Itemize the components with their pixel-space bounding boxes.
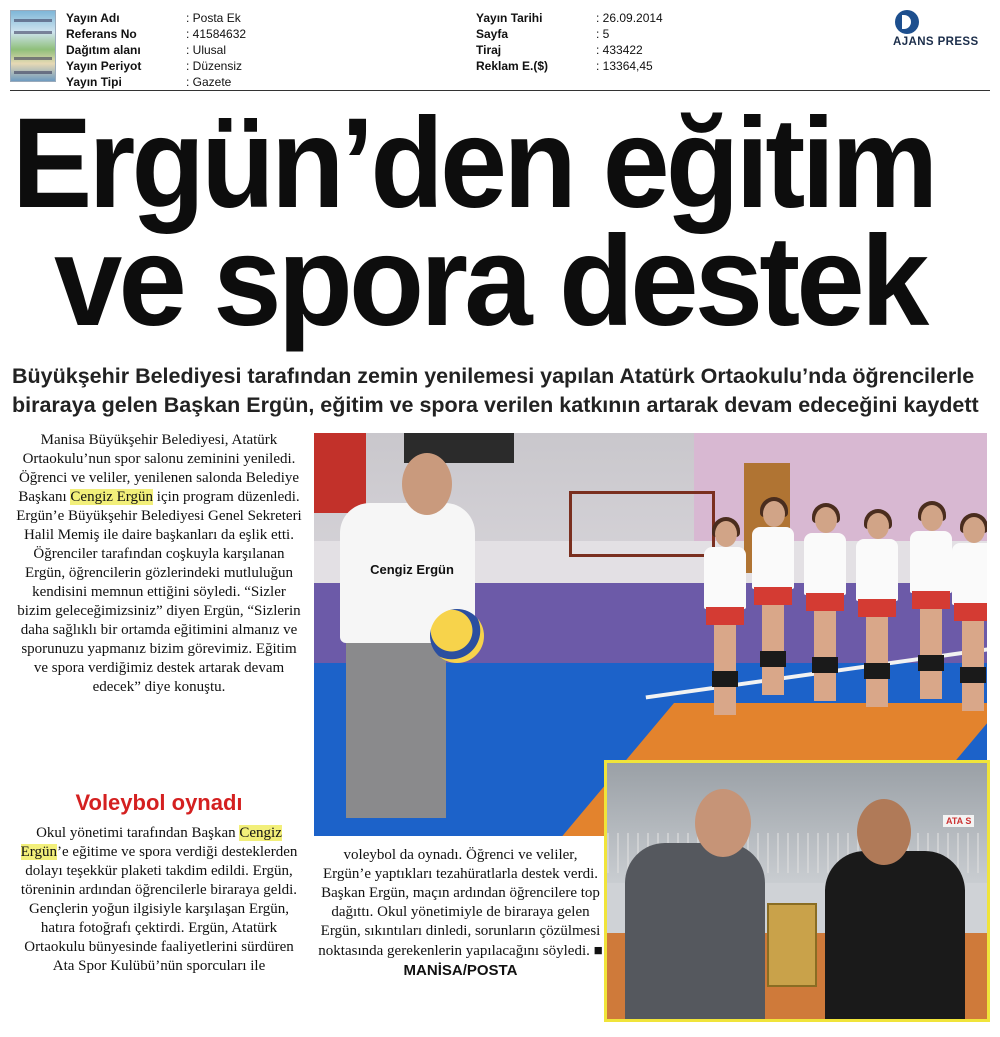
plaque-award [767,903,817,987]
article-column-1 [14,431,304,697]
meta-key: Yayın Adı [66,11,120,25]
head [857,799,911,865]
meta-value: : 13364,45 [596,59,653,73]
ajans-press-logo [893,10,993,48]
meta-value: : Gazete [186,75,232,89]
logo-text: AJANS PRESS [893,36,979,48]
article-column-2 [318,846,603,981]
headline-line-1: Ergün’den eğitim [12,92,935,235]
publication-meta-right [476,10,663,74]
meta-value: : 5 [596,27,610,41]
inset-photo [604,760,990,1022]
meta-key: Yayın Tipi [66,75,122,89]
header-divider [10,90,990,91]
meta-key: Tiraj [476,43,502,57]
meta-value: : 41584632 [186,27,247,41]
highlighted-name: Cengiz Ergün [20,825,282,860]
article-text: Okul yönetimi tarafından Başkan [36,825,240,841]
headline-line-2: ve spora destek [54,210,926,353]
article-text: ’e eğitime ve spora verdiği desteklerden dolayı teşekkür plaketi takdim edildi. Ergün, töreninin ardından öğrencilerle biraraya geldi. Gençlerin yoğun ilgisiyle karşılaşan Ergün, hatıra fotoğrafı çektirdi. Ergün, Atatürk Ortaokulu bünyesinde faaliyetlerini sürdüren Ata Spor Kulübü’nün sporcuları ile [20,844,298,974]
meta-value: : Ulusal [186,43,227,57]
meta-value: : 433422 [596,43,643,57]
man-in-suit [625,843,765,1022]
byline: ■ MANİSA/POSTA [403,942,603,979]
subheading: Voleybol oynadı [75,790,243,815]
meta-value: : Posta Ek [186,11,241,25]
head [402,453,452,515]
club-sign: ATA S [943,815,974,827]
newspaper-thumbnail [10,10,56,82]
meta-value: : Düzensiz [186,59,243,73]
volleyball-icon [430,609,484,663]
article-text: Manisa Büyükşehir Belediyesi, Atatürk Ortaokulu’nun spor salonu zeminini yeniledi. Öğrenci ve veliler, yenilenen salonda Belediye Başkanı [18,432,300,505]
meta-key: Dağıtım alanı [66,43,141,57]
meta-value: : 26.09.2014 [596,11,663,25]
logo-icon [895,10,919,34]
man-with-ball [322,433,492,836]
article-column-1-continued [14,824,304,976]
man-in-black-tshirt [825,851,965,1021]
table-tennis-frame [569,491,715,557]
deck-line-2: biraraya gelen Başkan Ergün, eğitim ve spora verilen katkının artarak devam edeceğini kaydett [12,393,979,417]
article-text: voleybol da oynadı. Öğrenci ve veliler, Ergün’e yaptıkları tezahüratlarla destek verdi. Başkan Ergün, maçın ardından öğrencilere top dağıttı. Okul yönetimiyle de biraraya gelen Ergün, sıkıntıları dinledi, sorunların çözülmesi noktasında gerekenlerin yapılacağını söyledi. [318,847,601,959]
deck-line-1: Büyükşehir Belediyesi tarafından zemin yenilemesi yapılan Atatürk Ortaokulu’nda öğrencilerle [12,364,975,388]
trousers [346,638,446,818]
meta-key: Sayfa [476,27,509,41]
meta-key: Referans No [66,27,137,41]
publication-meta-left [66,10,246,90]
meta-key: Yayın Tarihi [476,11,543,25]
deck-subtitle [12,362,992,420]
meta-key: Yayın Periyot [66,59,142,73]
highlighted-name: Cengiz Ergün [70,489,154,505]
head [695,789,751,857]
photo-caption: Cengiz Ergün [370,562,454,577]
article-text: için program düzenledi. Ergün’e Büyükşehir Belediyesi Genel Sekreteri Halil Memiş ile daire başkanları da eşlik etti. Öğrenciler tarafından coşkuyla karşılanan Ergün, öğrencilerin gözlerindeki mutluluğun kendisini memnun ettiğini söyledi. “Sizler bizim geleceğimizsiniz” diyen Ergün, “Sizlerin daha sağlıklı bir ortamda eğitimini almanız ve sporunuzu yapmanız bizim görevimiz. Eğitim ve spora verdiğimiz destek artarak devam edecek” diye konuştu. [16,489,302,695]
meta-key: Reklam E.($) [476,59,549,73]
